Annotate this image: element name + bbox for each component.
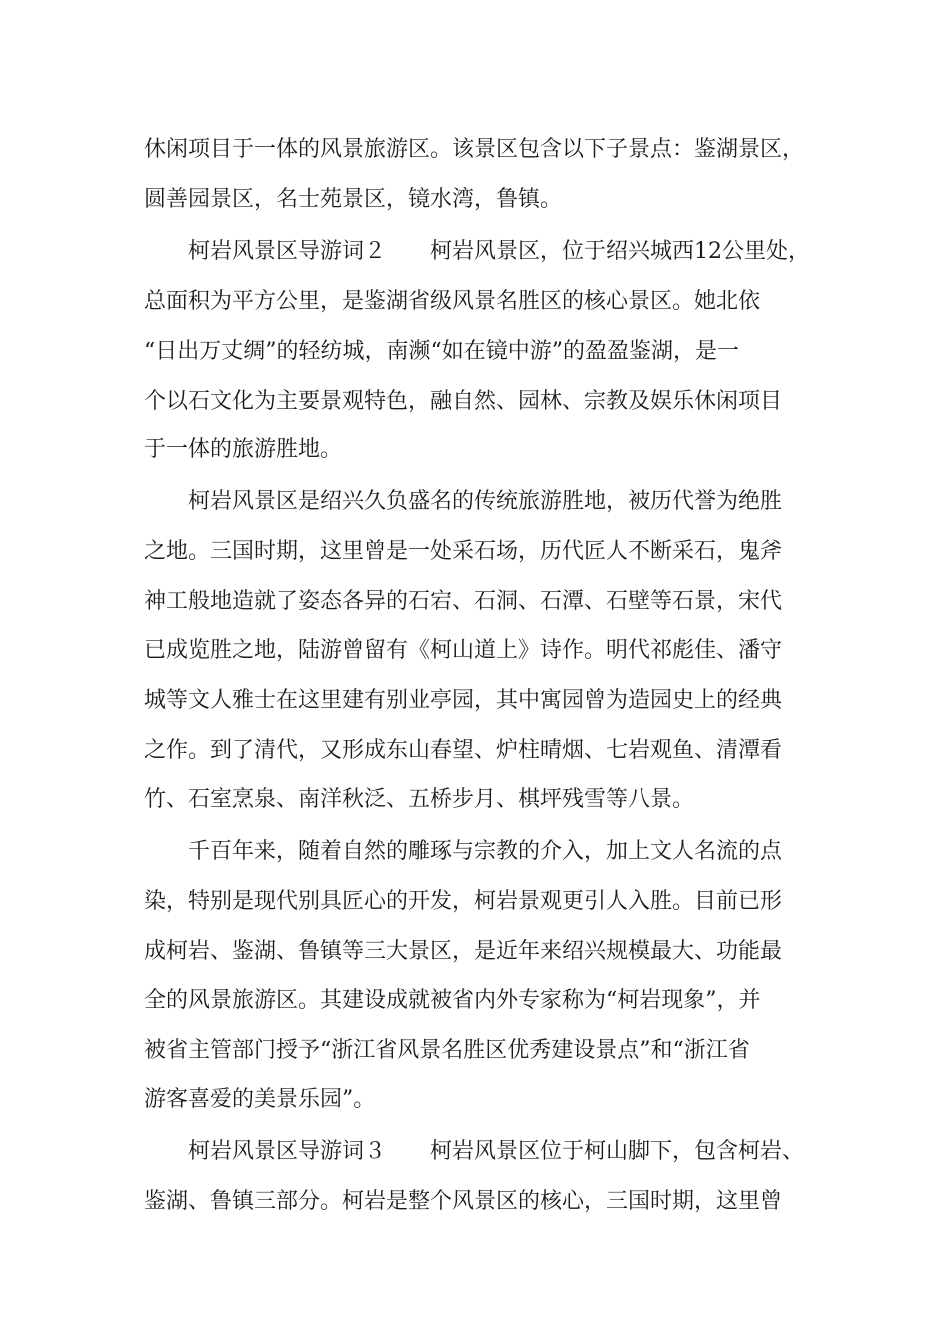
- text-line: 圆善园景区，名士苑景区，镜水湾，鲁镇。: [144, 187, 563, 212]
- text-line: 之作。到了清代，又形成东山春望、炉柱晴烟、七岩观鱼、清潭看: [144, 738, 783, 763]
- text-line: 于一体的旅游胜地。: [144, 437, 343, 462]
- text-line: 总面积为平方公里，是鉴湖省级风景名胜区的核心景区。她北依: [144, 289, 761, 314]
- text-line: 之地。三国时期，这里曾是一处采石场，历代匠人不断采石，鬼斧: [144, 539, 783, 564]
- text-line: 柯岩风景区是绍兴久负盛名的传统旅游胜地，被历代誉为绝胜: [188, 489, 783, 514]
- text-line: 神工般地造就了姿态各异的石宕、石洞、石潭、石壁等石景，宋代: [144, 589, 783, 614]
- text-line: 鉴湖、鲁镇三部分。柯岩是整个风景区的核心，三国时期，这里曾: [144, 1189, 783, 1214]
- text-line: 千百年来，随着自然的雕琢与宗教的介入，加上文人名流的点: [188, 839, 783, 864]
- text-line: “日出万丈绸”的轻纺城，南濒“如在镜中游”的盈盈鉴湖，是一: [144, 339, 739, 364]
- text-line: 个以石文化为主要景观特色，融自然、园林、宗教及娱乐休闲项目: [144, 389, 783, 414]
- text-line: 城等文人雅士在这里建有别业亭园，其中寓园曾为造园史上的经典: [144, 688, 783, 713]
- text-line: 染，特别是现代别具匠心的开发，柯岩景观更引人入胜。目前已形: [144, 889, 783, 914]
- text-line: 竹、石室烹泉、南洋秋泛、五桥步月、棋坪残雪等八景。: [144, 787, 695, 812]
- text-line: 被省主管部门授予“浙江省风景名胜区优秀建设景点”和“浙江省: [144, 1038, 750, 1063]
- text-line: 成柯岩、鉴湖、鲁镇等三大景区，是近年来绍兴规模最大、功能最: [144, 939, 783, 964]
- text-line: 柯岩风景区导游词２ 柯岩风景区，位于绍兴城西12公里处，: [188, 239, 810, 264]
- text-line: 休闲项目于一体的风景旅游区。该景区包含以下子景点：鉴湖景区，: [144, 137, 805, 162]
- text-line: 柯岩风景区导游词３ 柯岩风景区位于柯山脚下，包含柯岩、: [188, 1139, 805, 1164]
- text-line: 全的风景旅游区。其建设成就被省内外专家称为“柯岩现象”，并: [144, 988, 761, 1013]
- text-line: 游客喜爱的美景乐园”。: [144, 1087, 376, 1112]
- text-line: 已成览胜之地，陆游曾留有《柯山道上》诗作。明代祁彪佳、潘守: [144, 638, 783, 663]
